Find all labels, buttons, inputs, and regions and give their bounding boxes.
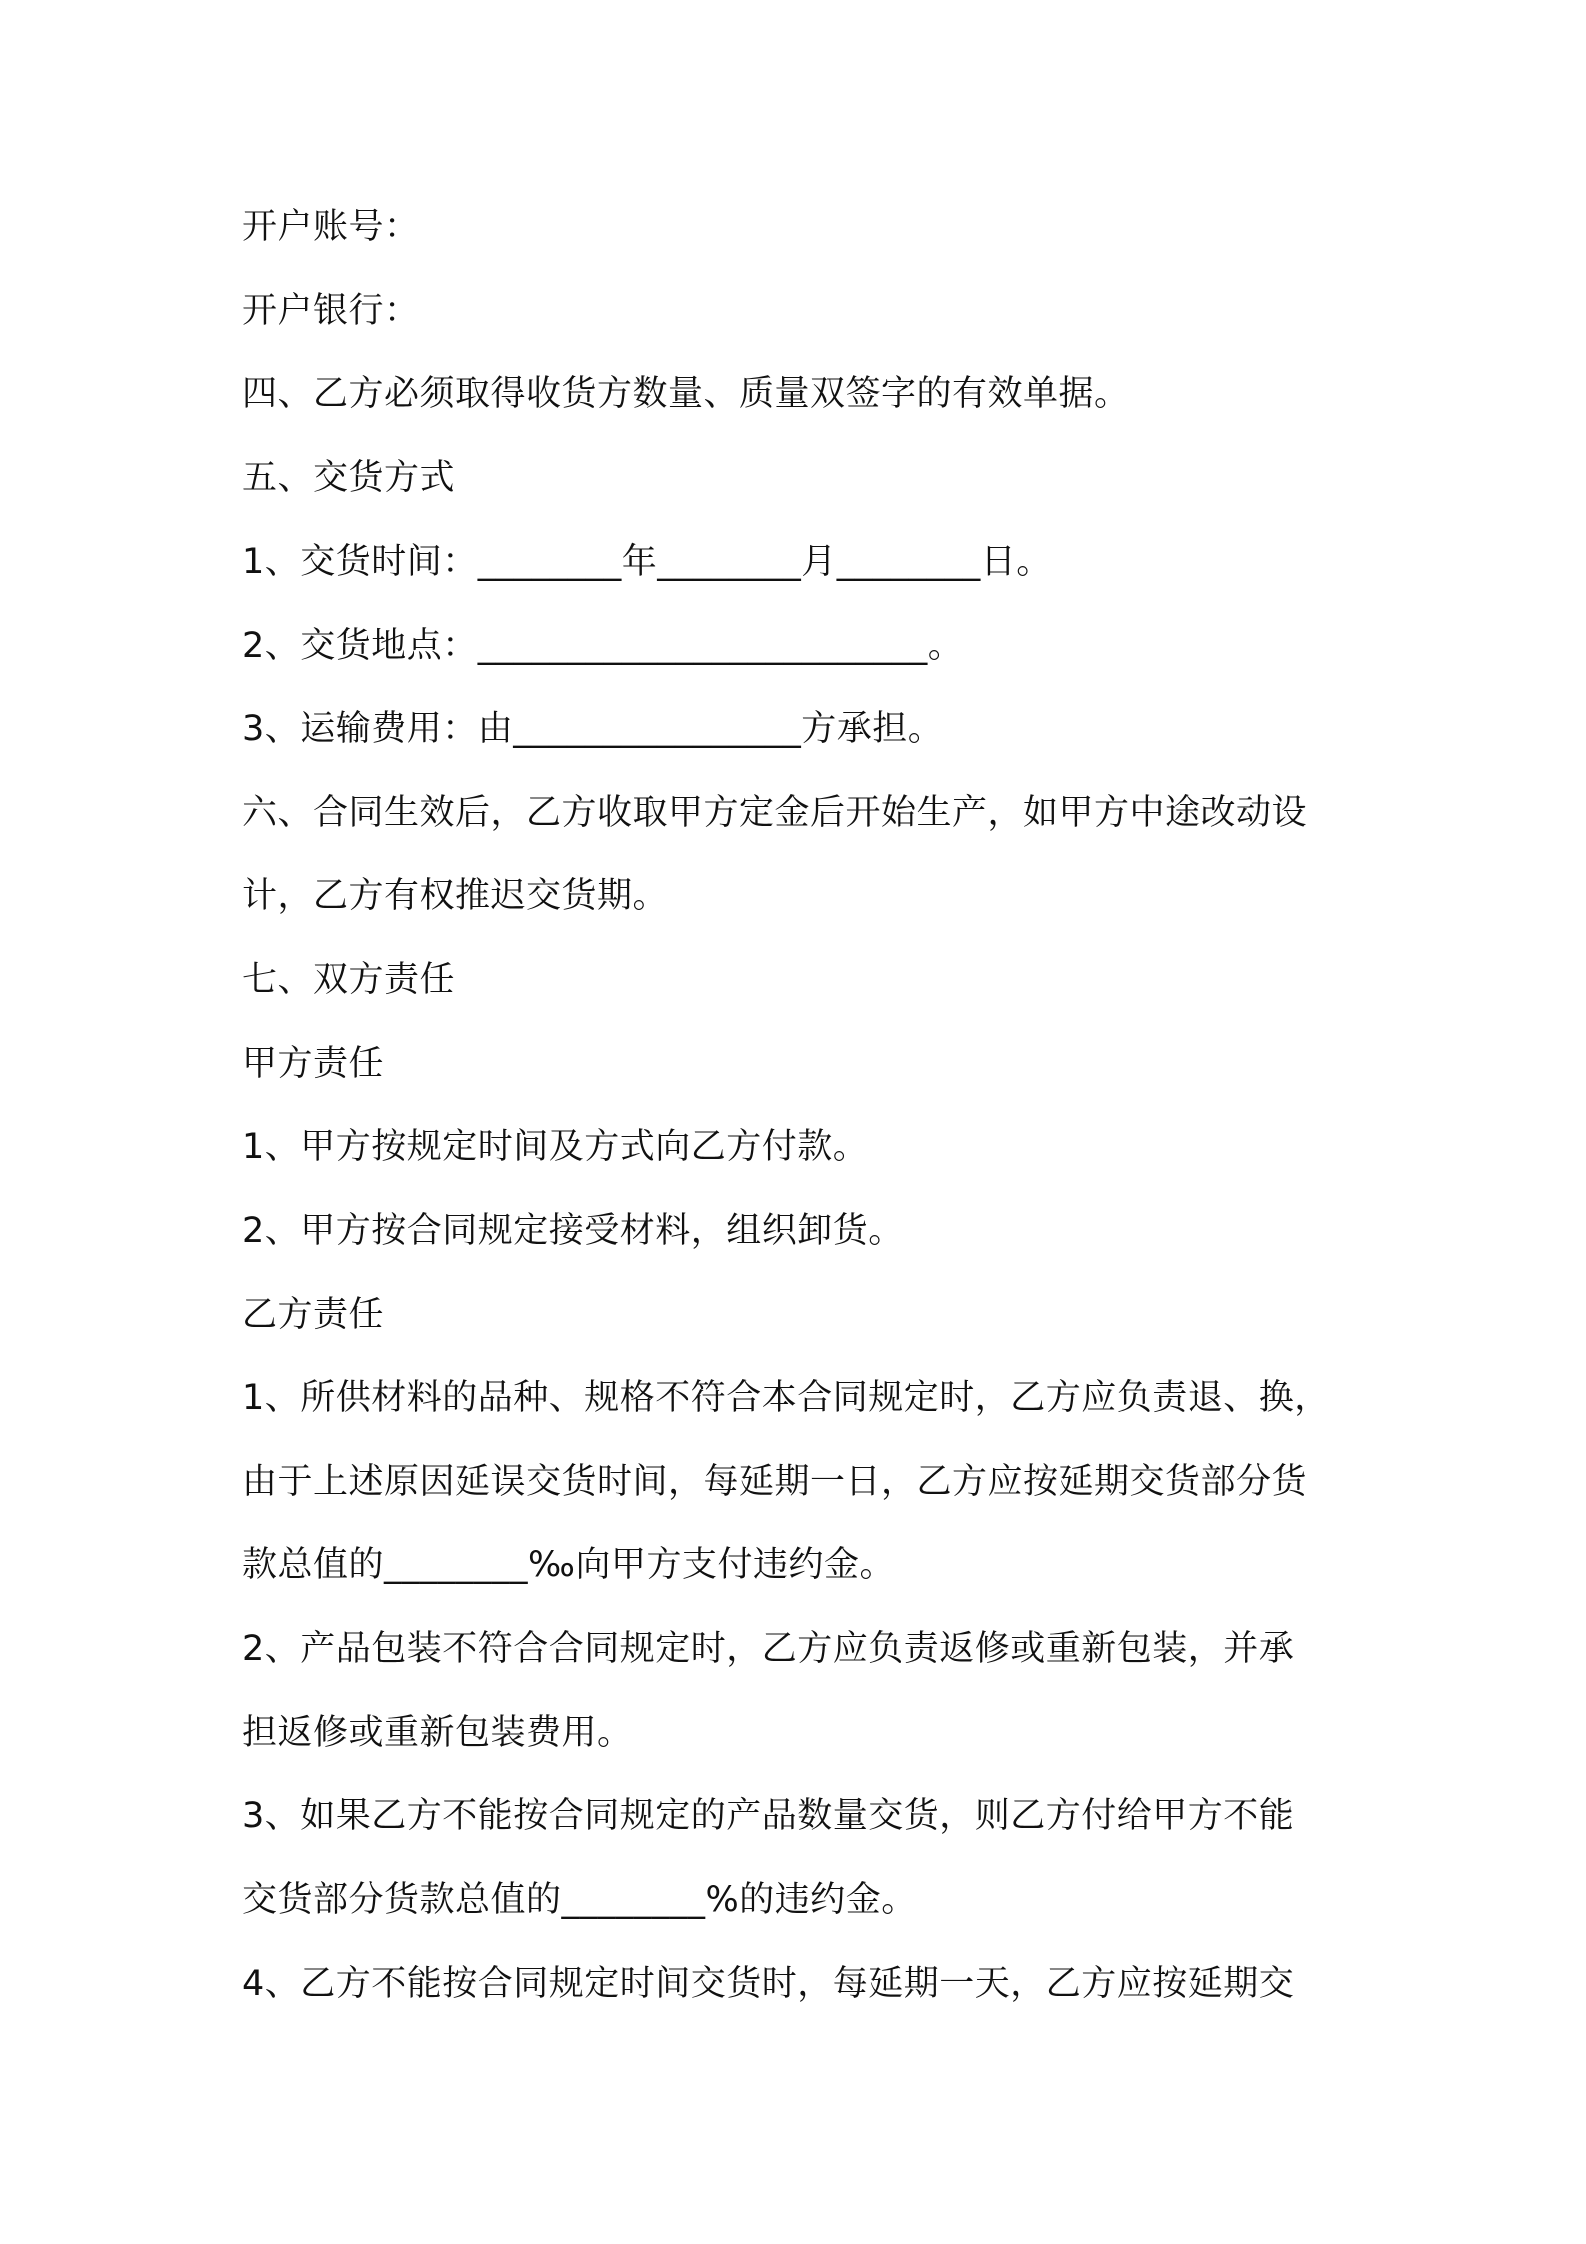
clause-4-text: 四、乙方必须取得收货方数量、质量双签字的有效单据。 xyxy=(242,374,1130,414)
bank-line: 开户银行： xyxy=(242,291,420,331)
party-b-item-2: 2、产品包装不符合合同规定时，乙方应负责返修或重新包装，并承 xyxy=(242,1629,1295,1669)
party-b-heading: 乙方责任 xyxy=(242,1295,385,1335)
clause-7-heading: 七、双方责任 xyxy=(242,960,456,1000)
clause-6-text-continued: 计，乙方有权推迟交货期。 xyxy=(242,876,669,916)
transport-cost-line: 3、运输费用：由________________方承担。 xyxy=(242,709,944,749)
party-b-item-4: 4、乙方不能按合同规定时间交货时，每延期一天，乙方应按延期交 xyxy=(242,1964,1295,2004)
party-b-item-1: 1、所供材料的品种、规格不符合本合同规定时，乙方应负责退、换， xyxy=(242,1378,1330,1418)
party-a-item-1: 1、甲方按规定时间及方式向乙方付款。 xyxy=(242,1127,869,1167)
party-b-item-3: 3、如果乙方不能按合同规定的产品数量交货，则乙方付给甲方不能 xyxy=(242,1796,1295,1836)
account-number-line: 开户账号： xyxy=(242,207,420,247)
clause-6-text: 六、合同生效后，乙方收取甲方定金后开始生产，如甲方中途改动设 xyxy=(242,793,1308,833)
party-b-item-3-continued: 交货部分货款总值的________%的违约金。 xyxy=(242,1880,917,1920)
party-b-item-2-continued: 担返修或重新包装费用。 xyxy=(242,1713,633,1753)
party-a-item-2: 2、甲方按合同规定接受材料，组织卸货。 xyxy=(242,1211,904,1251)
clause-5-heading: 五、交货方式 xyxy=(242,458,456,498)
delivery-time-line: 1、交货时间：________年________月________日。 xyxy=(242,542,1052,582)
party-b-item-1-continued: 由于上述原因延误交货时间，每延期一日，乙方应按延期交货部分货 xyxy=(242,1462,1308,1502)
delivery-place-line: 2、交货地点：_________________________。 xyxy=(242,626,964,666)
party-a-heading: 甲方责任 xyxy=(242,1044,385,1084)
party-b-item-1-continued-2: 款总值的________‰向甲方支付违约金。 xyxy=(242,1545,895,1585)
